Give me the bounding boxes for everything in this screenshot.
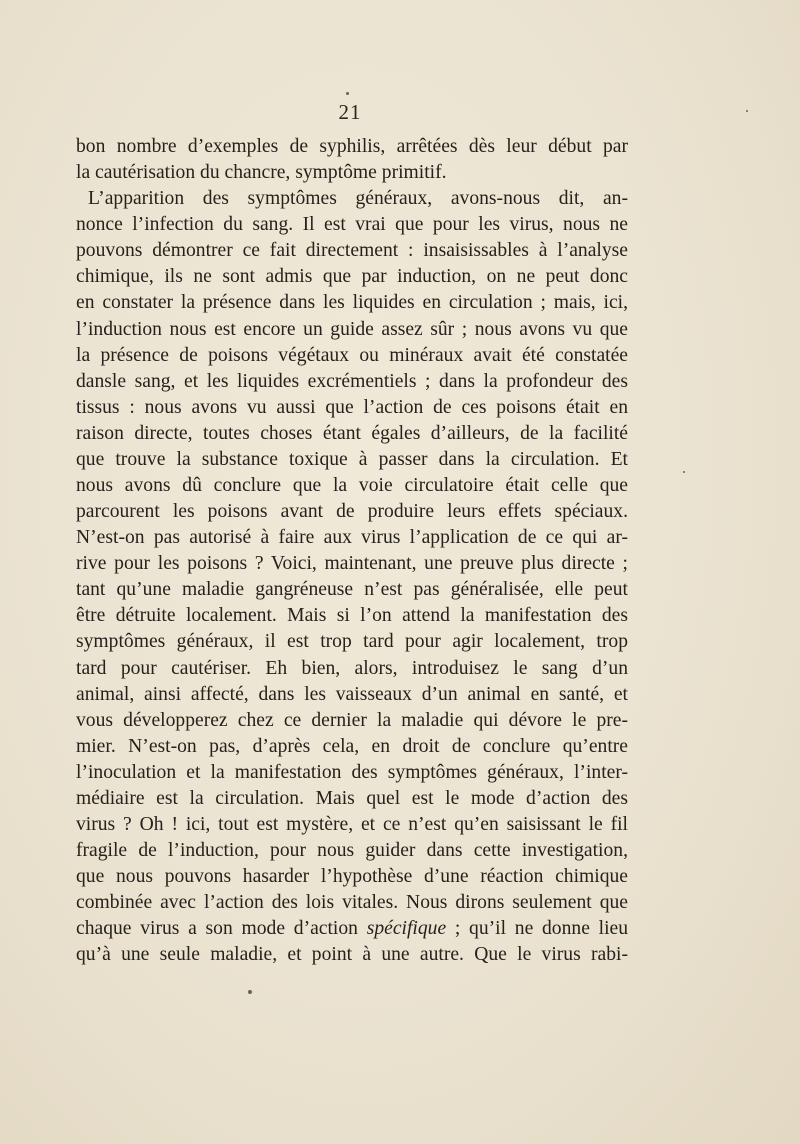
text-line: animal, ainsi affecté, dans les vaisseaux d’un animal en santé, et [76, 683, 628, 705]
text-line: virus ? Oh ! ici, tout est mystère, et ce n’est qu’en saisissant le fil [76, 814, 628, 836]
text-segment: chaque virus a son mode d’action [76, 918, 367, 940]
text-line: tant qu’une maladie gangréneuse n’est pas généralisée, elle peut [76, 579, 628, 601]
text-line: parcourent les poisons avant de produire leurs effets spéciaux. [76, 501, 628, 523]
text-line: nous avons dû conclure que la voie circulatoire était celle que [76, 475, 628, 497]
paper-speck [248, 990, 252, 994]
text-line: la cautérisation du chancre, symptôme primitif. [76, 162, 447, 184]
emphasis-text: spécifique [366, 918, 447, 940]
text-line: dansle sang, et les liquides excrémentiels ; dans la profondeur des [76, 370, 628, 392]
paper-speck [346, 92, 349, 95]
text-line: nonce l’infection du sang. Il est vrai que pour les virus, nous ne [76, 214, 628, 236]
text-line: l’induction nous est encore un guide assez sûr ; nous avons vu que [76, 318, 628, 340]
text-line: en constater la présence dans les liquides en circulation ; mais, ici, [76, 292, 628, 314]
text-line: tissus : nous avons vu aussi que l’action de ces poisons était en [76, 396, 628, 418]
text-line: que nous pouvons hasarder l’hypothèse d’une réaction chimique [76, 866, 628, 888]
page-number: 21 [338, 100, 362, 124]
text-line: combinée avec l’action des lois vitales. Nous dirons seulement que [76, 892, 628, 914]
text-line: N’est-on pas autorisé à faire aux virus l’application de ce qui ar- [76, 527, 628, 549]
text-line [76, 916, 628, 942]
text-segment: ; qu’il ne donne lieu [446, 918, 629, 940]
text-line: L’apparition des symptômes généraux, avons-nous dit, an- [88, 188, 628, 210]
text-line: symptômes généraux, il est trop tard pour agir localement, trop [76, 631, 628, 653]
text-line: bon nombre d’exemples de syphilis, arrêtées dès leur début par [76, 136, 628, 157]
text-line: l’inoculation et la manifestation des symptômes généraux, l’inter- [76, 761, 628, 783]
body-text [76, 134, 628, 969]
paper-speck [683, 471, 685, 473]
text-line: raison directe, toutes choses étant égales d’ailleurs, de la facilité [76, 422, 628, 444]
text-line: qu’à une seule maladie, et point à une autre. Que le virus rabi- [76, 944, 628, 966]
text-line: rive pour les poisons ? Voici, maintenant, une preuve plus directe ; [76, 553, 628, 575]
text-line: chimique, ils ne sont admis que par induction, on ne peut donc [76, 266, 628, 288]
text-line: la présence de poisons végétaux ou minéraux avait été constatée [76, 344, 628, 366]
text-line: pouvons démontrer ce fait directement : insaisissables à l’analyse [76, 240, 628, 262]
text-line: tard pour cautériser. Eh bien, alors, introduisez le sang d’un [76, 657, 628, 679]
text-line: mier. N’est-on pas, d’après cela, en droit de conclure qu’entre [76, 735, 628, 757]
text-line: médiaire est la circulation. Mais quel est le mode d’action des [76, 787, 628, 809]
text-line: être détruite localement. Mais si l’on attend la manifestation des [76, 605, 628, 627]
text-line: que trouve la substance toxique à passer dans la circulation. Et [76, 448, 628, 470]
text-line: vous développerez chez ce dernier la maladie qui dévore le pre- [76, 709, 628, 731]
paper-speck [746, 110, 748, 112]
text-line: fragile de l’induction, pour nous guider dans cette investigation, [76, 840, 628, 862]
